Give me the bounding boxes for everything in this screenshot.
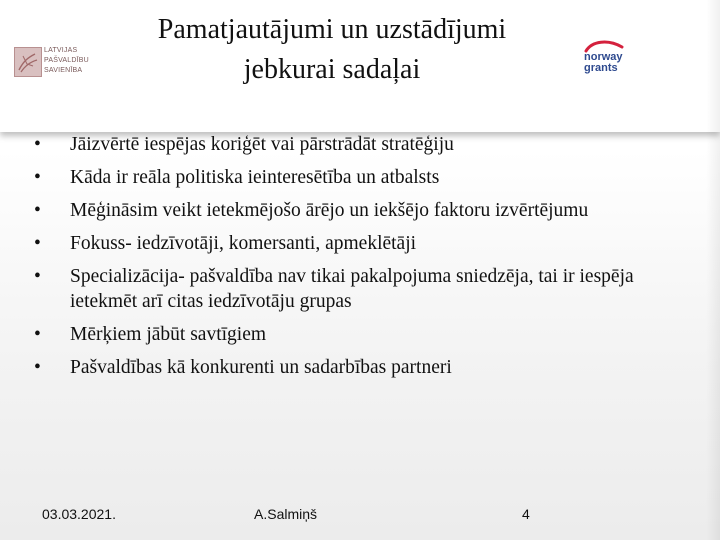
- slide-title-line1: Pamatjautājumi un uzstādījumi: [157, 14, 507, 45]
- footer-page-number: 4: [522, 506, 530, 522]
- norway-grants-logo-text: [584, 52, 623, 74]
- bullet-text: Pašvaldības kā konkurenti un sadarbības partneri: [70, 357, 452, 378]
- lps-logo-line3: SAVIENĪBA: [44, 67, 83, 74]
- bullet-marker: •: [34, 357, 41, 378]
- bullet-text: Mēģināsim veikt ietekmējošo ārējo un iekšējo faktoru izvērtējumu: [70, 200, 589, 221]
- bullet-text: Mērķiem jābūt savtīgiem: [70, 324, 267, 345]
- slide-title-line2: jebkurai sadaļai: [243, 54, 421, 85]
- bullet-item: [34, 231, 672, 256]
- bullet-marker: •: [34, 266, 41, 287]
- bullet-item: [34, 132, 672, 157]
- bullet-item: [34, 355, 672, 380]
- bullet-text: Jāizvērtē iespējas koriģēt vai pārstrādāt stratēģiju: [70, 134, 454, 155]
- lps-logo-icon: [14, 47, 42, 77]
- lps-logo-line2: PAŠVALDĪBU: [44, 57, 89, 64]
- bullet-marker: •: [34, 233, 41, 254]
- bullet-item: [34, 264, 672, 314]
- bullet-marker: •: [34, 134, 41, 155]
- bullet-marker: •: [34, 200, 41, 221]
- bullet-text: Fokuss- iedzīvotāji, komersanti, apmeklētāji: [70, 233, 417, 254]
- lps-logo-text: [44, 46, 89, 76]
- norway-grants-line1: norway: [584, 51, 623, 63]
- bullet-marker: •: [34, 167, 41, 188]
- slide-edge-shadow: [706, 0, 720, 540]
- lps-logo-line1: LATVIJAS: [44, 47, 78, 54]
- norway-grants-logo: [578, 38, 638, 78]
- bullet-list: [34, 132, 672, 388]
- footer-date: 03.03.2021.: [42, 506, 116, 522]
- bullet-marker: •: [34, 324, 41, 345]
- bullet-text: Kāda ir reāla politiska ieinteresētība un atbalsts: [70, 167, 440, 188]
- slide-title: [90, 10, 574, 90]
- bullet-item: [34, 198, 672, 223]
- bullet-text: Specializācija- pašvaldība nav tikai pakalpojuma sniedzēja, tai ir iespēja ietekmēt arī citas iedzīvotāju grupas: [70, 266, 634, 312]
- bullet-item: [34, 165, 672, 190]
- norway-grants-line2: grants: [584, 62, 618, 74]
- footer-author: A.Salmiņš: [254, 506, 318, 522]
- bullet-item: [34, 322, 672, 347]
